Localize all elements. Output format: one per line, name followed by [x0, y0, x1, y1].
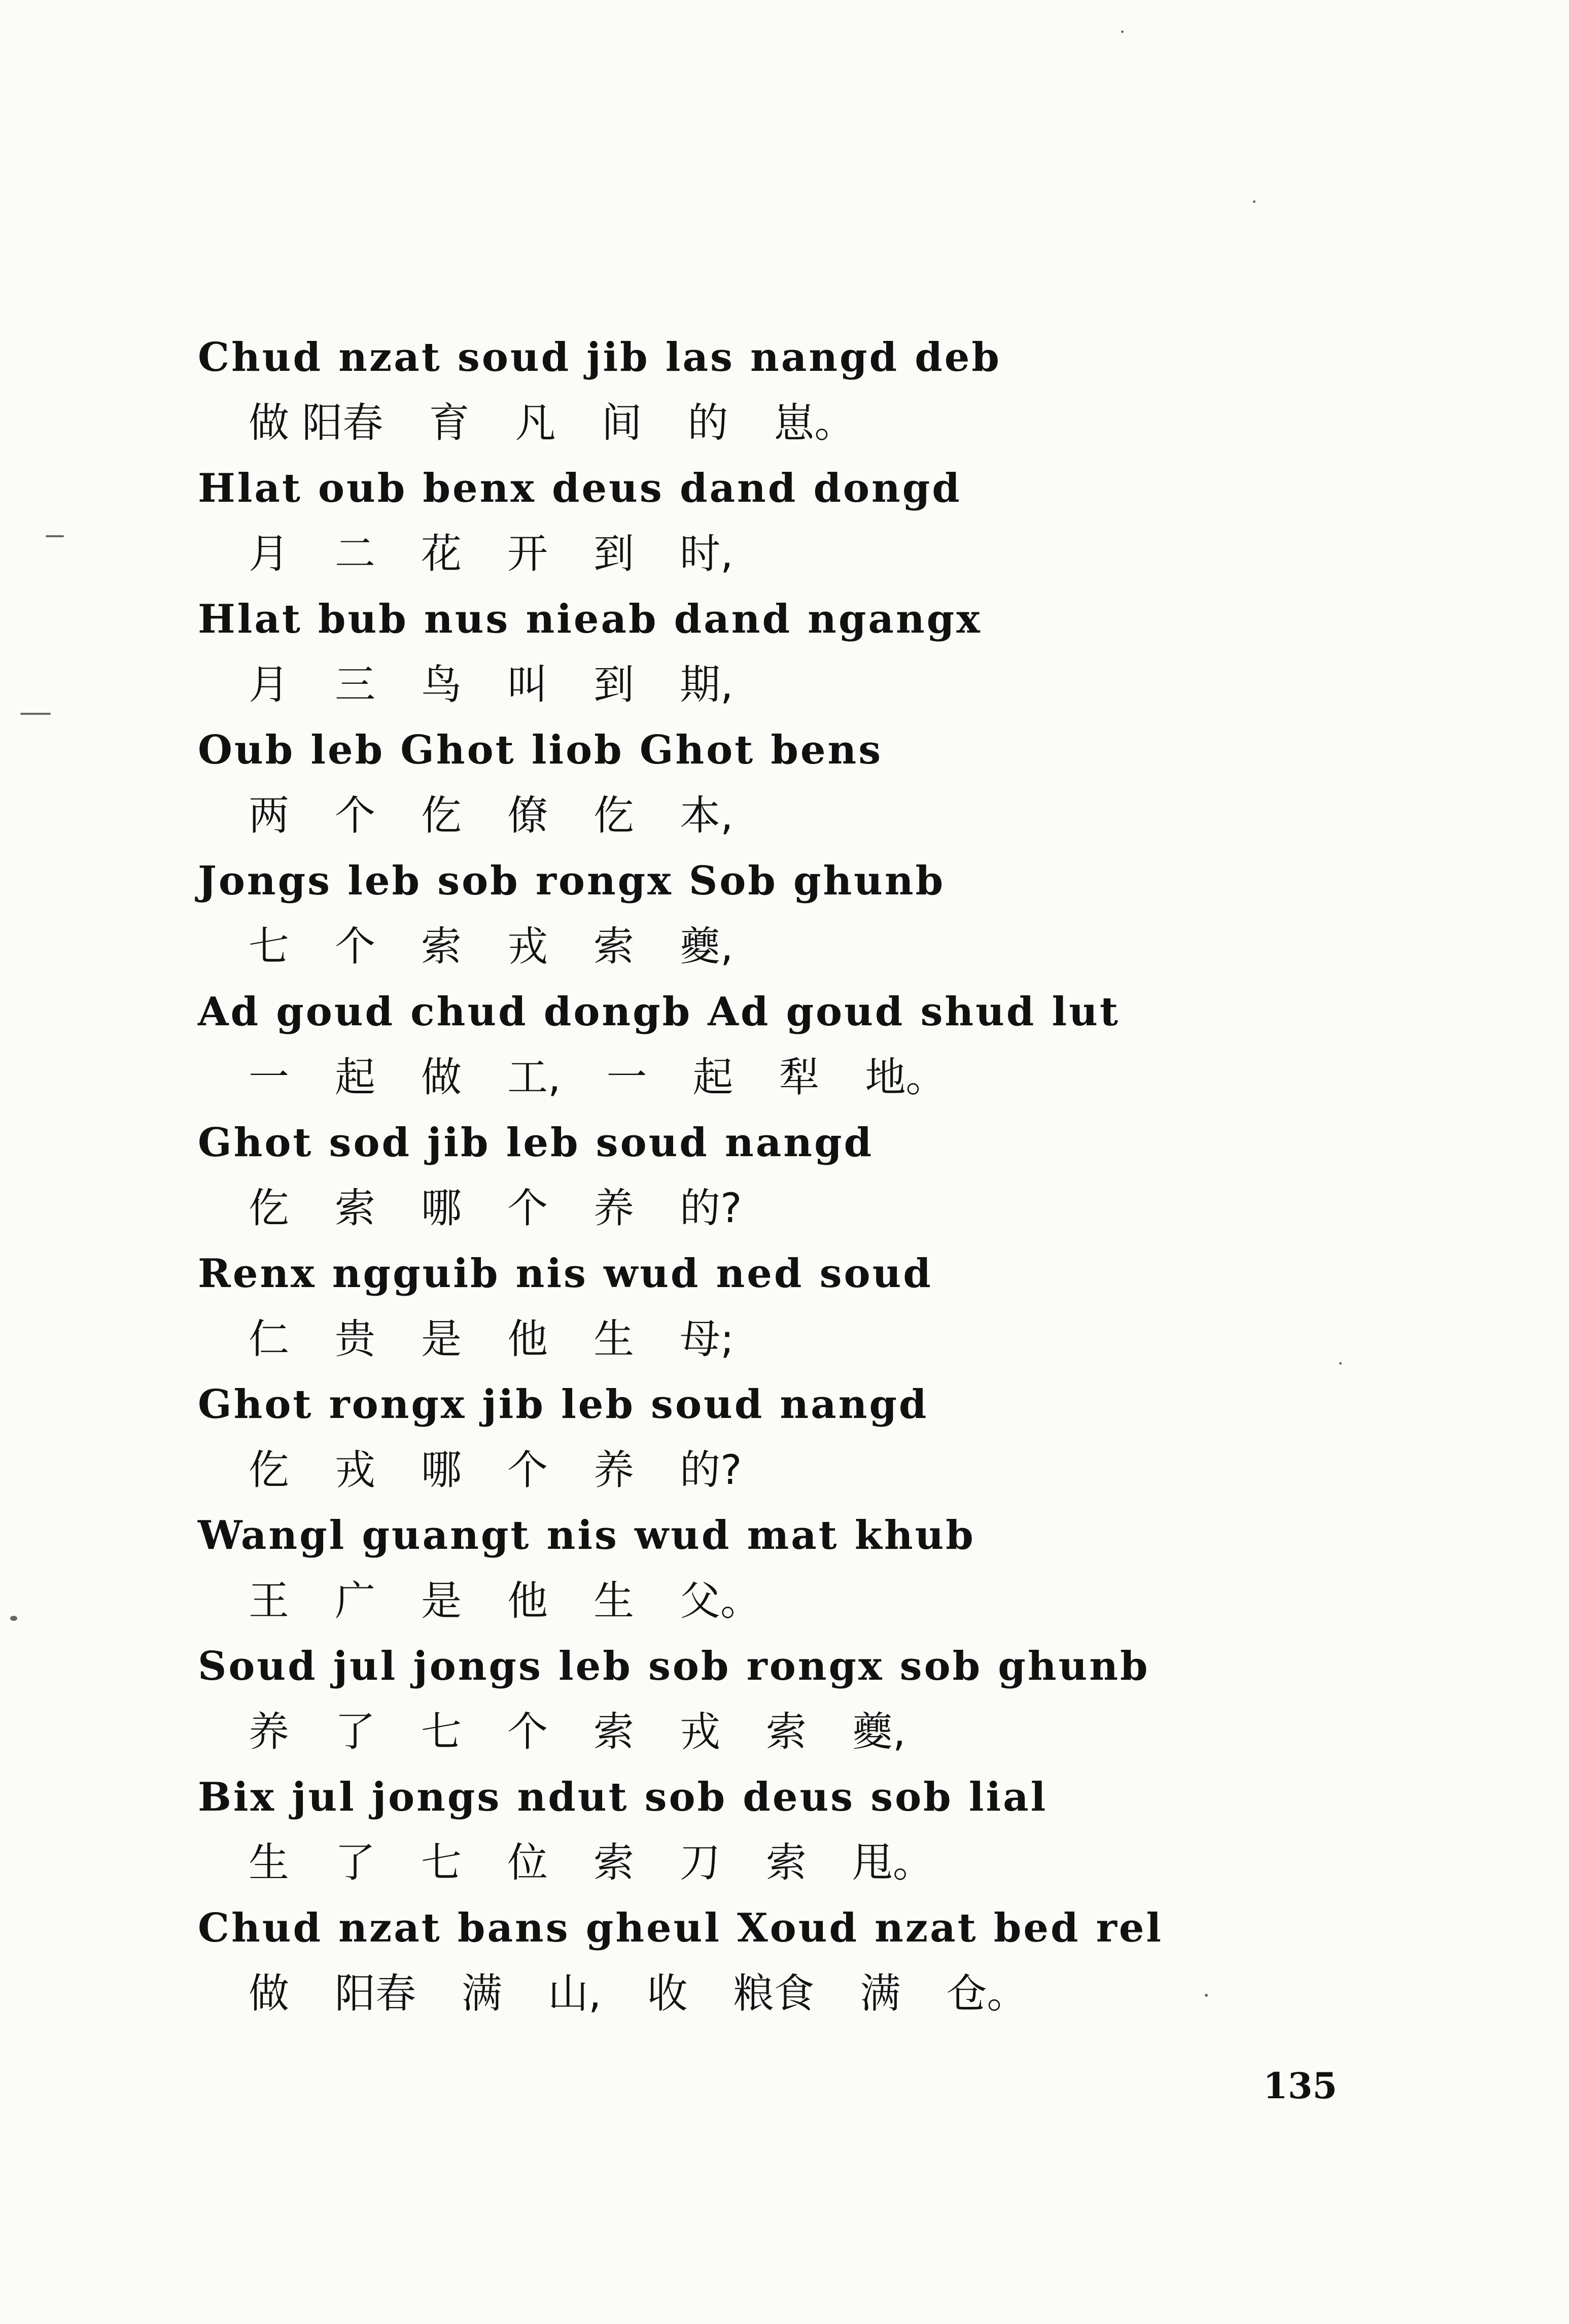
gloss-word: 生 — [594, 1315, 634, 1363]
gloss-word: 是 — [421, 1315, 462, 1363]
verse-line — [198, 1895, 1415, 2026]
chinese-gloss-line — [198, 1568, 1415, 1634]
gloss-word: 夔, — [680, 923, 734, 970]
gloss-word: 间 — [601, 399, 642, 446]
romanized-line: Ad goud chud dongb Ad goud shud lut — [198, 989, 1120, 1035]
gloss-word: 起 — [335, 1054, 375, 1101]
gloss-word: 工, — [507, 1054, 561, 1101]
gloss-word: 的? — [680, 1185, 742, 1232]
gloss-word: 哪 — [421, 1446, 462, 1494]
scan-speck — [1339, 1362, 1342, 1365]
romanized-line: Chud nzat bans gheul Xoud nzat bed rel — [198, 1905, 1164, 1951]
gloss-word: 养 — [249, 1708, 289, 1755]
gloss-word: 养 — [594, 1185, 634, 1232]
romanized-line: Chud nzat soud jib las nangd deb — [198, 334, 1001, 380]
gloss-word: 到 — [594, 530, 634, 577]
gloss-word: 七 — [421, 1708, 462, 1755]
gloss-word: 索 — [594, 1839, 634, 1886]
romanized-line: Renx ngguib nis wud ned soud — [198, 1251, 933, 1297]
romanized-line: Oub leb Ghot liob Ghot bens — [198, 727, 883, 773]
gloss-word: 索 — [594, 1708, 634, 1755]
gloss-word: 个 — [507, 1185, 548, 1232]
gloss-word: 仓。 — [946, 1970, 1028, 2017]
scan-speck — [1121, 30, 1124, 33]
gloss-word: 个 — [335, 923, 375, 970]
romanized-line: Bix jul jongs ndut sob deus sob lial — [198, 1774, 1048, 1820]
gloss-word: 戎 — [680, 1708, 720, 1755]
gloss-word: 生 — [594, 1577, 634, 1624]
gloss-word: 哪 — [421, 1185, 462, 1232]
romanized-line: Jongs leb sob rongx Sob ghunb — [198, 858, 946, 904]
gloss-word: 仡 — [249, 1185, 289, 1232]
scan-speck — [46, 535, 64, 537]
gloss-word: 花 — [421, 530, 462, 577]
gloss-word: 一 — [606, 1054, 647, 1101]
gloss-word: 到 — [594, 661, 634, 708]
verse-line — [198, 586, 1415, 717]
chinese-gloss-line — [198, 1961, 1415, 2026]
scan-speck — [20, 713, 51, 715]
verse-line — [198, 848, 1415, 979]
chinese-gloss-line — [198, 1306, 1415, 1372]
gloss-word: 戎 — [335, 1446, 375, 1494]
gloss-word: 仡 — [421, 792, 462, 839]
gloss-word: 育 — [429, 399, 470, 446]
gloss-word: 夔, — [852, 1708, 906, 1755]
gloss-word: 满 — [860, 1970, 901, 2017]
romanized-line: Hlat bub nus nieab dand ngangx — [198, 596, 982, 642]
romanized-line: Ghot rongx jib leb soud nangd — [198, 1381, 929, 1428]
gloss-word: 仁 — [249, 1315, 289, 1363]
gloss-word: 两 — [249, 792, 289, 839]
gloss-word: 索 — [766, 1708, 807, 1755]
gloss-word: 三 — [335, 661, 375, 708]
gloss-word: 位 — [507, 1839, 548, 1886]
verse-line — [198, 1372, 1415, 1503]
gloss-word: 做 — [421, 1054, 462, 1101]
verse-line — [198, 1241, 1415, 1372]
gloss-word: 广 — [335, 1577, 375, 1624]
gloss-word: 地。 — [865, 1054, 947, 1101]
gloss-word: 山, — [548, 1970, 602, 2017]
gloss-word: 王 — [249, 1577, 289, 1624]
chinese-gloss-line — [198, 1045, 1415, 1110]
gloss-word: 的 — [687, 399, 728, 446]
chinese-gloss-line — [198, 783, 1415, 848]
gloss-word: 索 — [335, 1185, 375, 1232]
scan-speck — [1205, 1994, 1208, 1997]
gloss-word: 贵 — [335, 1315, 375, 1363]
gloss-word: 七 — [421, 1839, 462, 1886]
gloss-word: 了 — [335, 1839, 375, 1886]
chinese-gloss-line — [198, 1175, 1415, 1241]
gloss-word: 月 — [249, 661, 289, 708]
verse-line — [198, 1634, 1415, 1764]
gloss-word: 起 — [692, 1054, 734, 1101]
gloss-word: 仡 — [594, 792, 634, 839]
gloss-word: 开 — [507, 530, 548, 577]
gloss-word: 个 — [507, 1446, 548, 1494]
gloss-word: 时, — [680, 530, 734, 577]
chinese-gloss-line — [198, 521, 1415, 586]
gloss-word: 满 — [462, 1970, 502, 2017]
chinese-gloss-line — [198, 652, 1415, 717]
gloss-word: 生 — [249, 1839, 289, 1886]
chinese-gloss-line — [198, 390, 1415, 456]
gloss-word: 养 — [594, 1446, 634, 1494]
verse-line — [198, 1110, 1415, 1241]
verse-line — [198, 979, 1415, 1110]
gloss-word: 个 — [507, 1708, 548, 1755]
gloss-word: 做 — [249, 1970, 289, 2017]
chinese-gloss-line — [198, 1830, 1415, 1895]
gloss-word: 做 阳春 — [249, 399, 383, 446]
gloss-word: 索 — [594, 923, 634, 970]
gloss-word: 阳春 — [335, 1970, 416, 2017]
gloss-word: 索 — [421, 923, 462, 970]
verse-line — [198, 717, 1415, 848]
gloss-word: 戎 — [507, 923, 548, 970]
gloss-word: 二 — [335, 530, 375, 577]
gloss-word: 索 — [766, 1839, 807, 1886]
romanized-line: Ghot sod jib leb soud nangd — [198, 1120, 874, 1166]
verse-line — [198, 1503, 1415, 1634]
gloss-word: 个 — [335, 792, 375, 839]
gloss-word: 甩。 — [852, 1839, 933, 1886]
gloss-word: 母; — [680, 1315, 734, 1363]
gloss-word: 期, — [680, 661, 734, 708]
poem-body — [198, 325, 1415, 2026]
gloss-word: 犁 — [779, 1054, 820, 1101]
gloss-word: 月 — [249, 530, 289, 577]
gloss-word: 叫 — [507, 661, 548, 708]
gloss-word: 的? — [680, 1446, 742, 1494]
scan-speck — [1253, 200, 1256, 203]
gloss-word: 一 — [249, 1054, 289, 1101]
romanized-line: Hlat oub benx deus dand dongd — [198, 465, 962, 511]
gloss-word: 父。 — [680, 1577, 761, 1624]
gloss-word: 刀 — [680, 1839, 720, 1886]
romanized-line: Wangl guangt nis wud mat khub — [198, 1512, 975, 1558]
gloss-word: 他 — [507, 1315, 548, 1363]
verse-line — [198, 1764, 1415, 1895]
chinese-gloss-line — [198, 914, 1415, 979]
gloss-word: 本, — [680, 792, 734, 839]
page-number: 135 — [1263, 2065, 1338, 2107]
romanized-line: Soud jul jongs leb sob rongx sob ghunb — [198, 1643, 1150, 1689]
chinese-gloss-line — [198, 1437, 1415, 1503]
gloss-word: 了 — [335, 1708, 375, 1755]
gloss-word: 仡 — [249, 1446, 289, 1494]
gloss-word: 收 — [647, 1970, 688, 2017]
gloss-word: 他 — [507, 1577, 548, 1624]
gloss-word: 七 — [249, 923, 289, 970]
gloss-word: 粮食 — [733, 1970, 815, 2017]
chinese-gloss-line — [198, 1699, 1415, 1764]
gloss-word: 僚 — [507, 792, 548, 839]
gloss-word: 鸟 — [421, 661, 462, 708]
gloss-word: 是 — [421, 1577, 462, 1624]
scan-speck — [10, 1616, 17, 1621]
verse-line — [198, 325, 1415, 456]
gloss-word: 崽。 — [774, 399, 855, 446]
gloss-word: 凡 — [515, 399, 556, 446]
verse-line — [198, 456, 1415, 586]
